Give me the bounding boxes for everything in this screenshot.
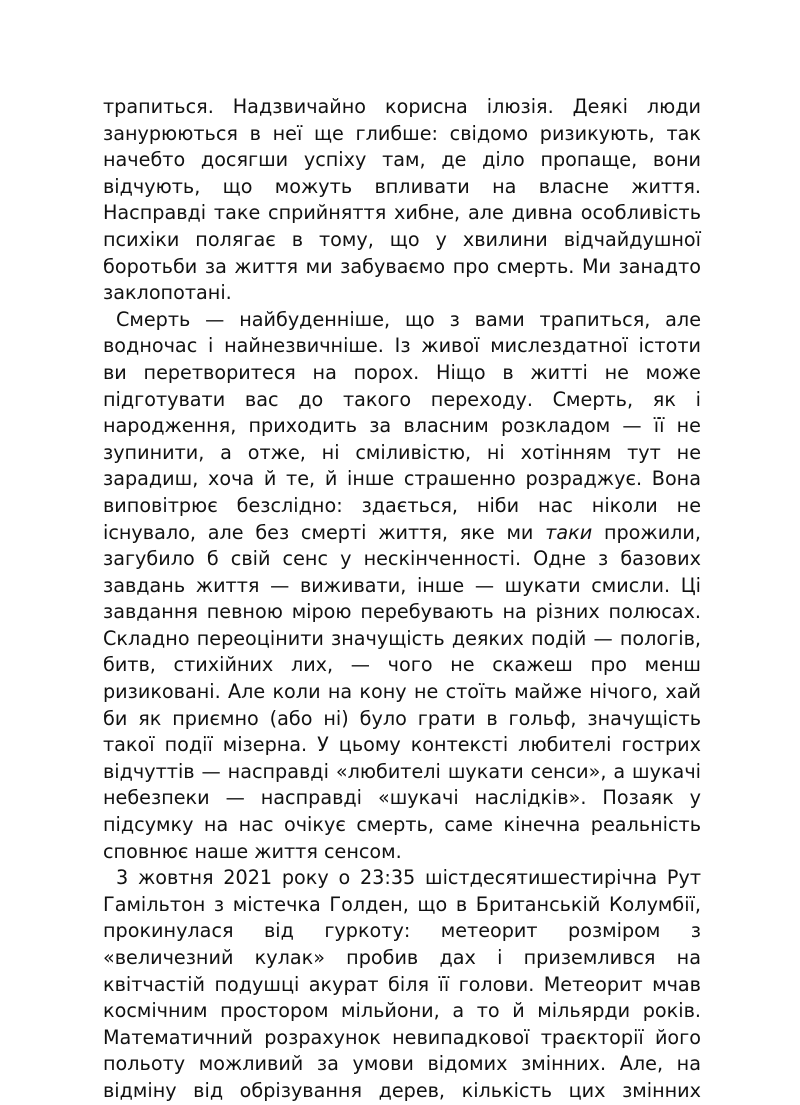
paragraph-3 <box>103 865 701 1104</box>
paragraph-2-text-start: Смерть — найбуденніше, що з вами трапиться, але водночас і найнезвичніше. Із живої мислездатної істоти ви перетворитеся на порох. Ніщо в житті не може підготувати вас до такого переходу. Смерть, як і народження, приходить за власним розкладом — її не зупинити, а отже, ні сміливістю, ні хотінням тут не зарадиш, хоча й те, й інше страшенно розраджує. Вона виповітрює безслідно: здається, ніби нас ніколи не існувало, але без смерті життя, яке ми <box>103 307 701 544</box>
paragraph-2 <box>103 307 701 865</box>
paragraph-3-text: 3 жовтня 2021 року о 23:35 шістдесятишестирічна Рут Гамільтон з містечка Голден, що в Британській Колумбії, прокинулася від гуркоту: метеорит розміром з «величезний кулак» пробив дах і приземлився на квітчастій подушці акурат біля її голови. Метеорит мчав космічним простором мільйони, а то й мільярди років. Математичний розрахунок невипадкової траєкторії його польоту можливий за умови відомих змінних. Але, на відміну від обрізування дерев, кількість цих змінних <box>103 866 701 1102</box>
paragraph-2-italic-word: таки <box>545 520 593 544</box>
paragraph-2-text-end: прожили, загубило б свій сенс у нескінченності. Одне з базових завдань життя — виживати, інше — шукати смисли. Ці завдання певною мірою перебувають на різних полюсах. Складно переоцінити значущість деяких подій — пологів, битв, стихійних лих, — чого не скажеш про менш ризиковані. Але коли на кону не стоїть майже нічого, хай би як приємно (або ні) було грати в гольф, значущість такої події мізерна. У цьому контексті любителі гострих відчуттів — насправді «любителі шукати сенси», а шукачі небезпеки — насправді «шукачі наслідків». Позаяк у підсумку на нас очікує смерть, саме кінечна реальність сповнює наше життя сенсом. <box>103 520 701 863</box>
document-page <box>103 94 701 1105</box>
paragraph-1 <box>103 94 701 307</box>
paragraph-1-text: трапиться. Надзвичайно корисна ілюзія. Деякі люди занурюються в неї ще глибше: свідомо ризикують, так начебто досягши успіху там, де діло пропаще, вони відчують, що можуть впливати на власне життя. Насправді таке сприйняття хибне, але дивна особливість психіки полягає в тому, що у хвилини відчайдушної боротьби за життя ми забуваємо про смерть. Ми занадто заклопотані. <box>103 95 701 305</box>
